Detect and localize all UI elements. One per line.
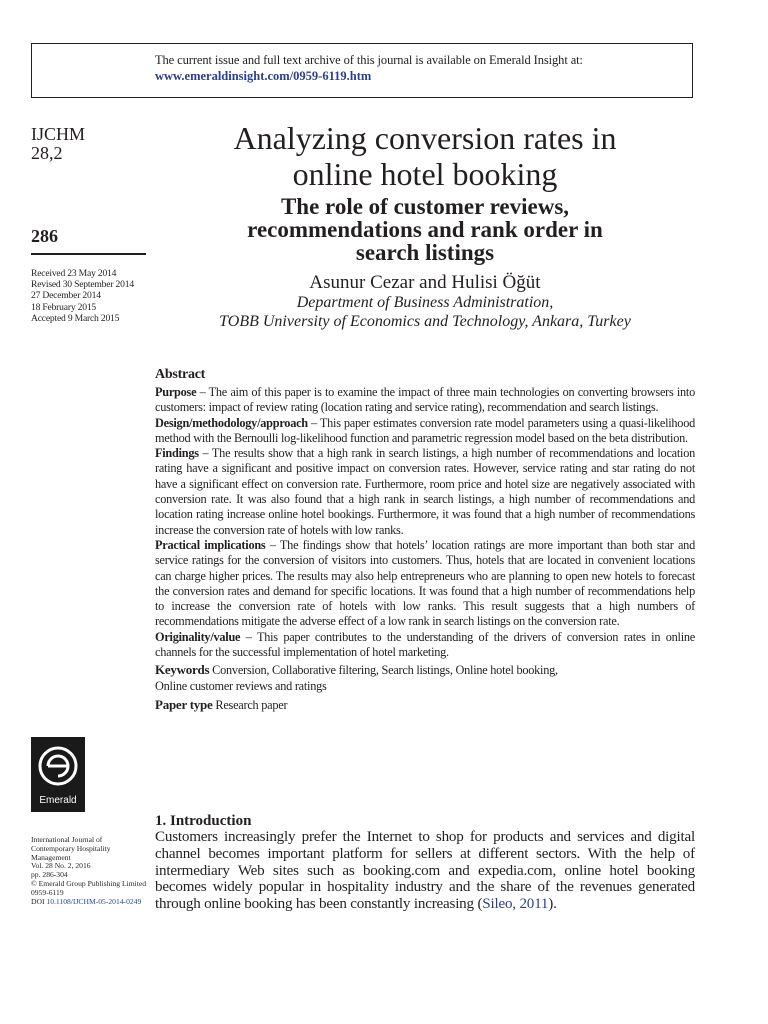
affiliation-line-2: TOBB University of Economics and Technology, Ankara, Turkey: [219, 313, 631, 330]
abstract-section: [155, 366, 695, 713]
abstract-originality: [155, 630, 695, 661]
subtitle-line-3: search listings: [355, 240, 495, 265]
keywords: [155, 662, 695, 694]
paper-type: [155, 697, 695, 713]
paper-type-value: Research paper: [215, 697, 288, 712]
introduction-text: Customers increasingly prefer the Internet to shop for products and services and digital channel becomes important platform for sellers at different sectors. With the help of intermediary Web sites such as booking.com and expedia.com, online hotel booking becomes widely popular in hospitality industry and the share of the revenues generated through online booking has been constantly increasing (: [155, 829, 695, 913]
design-label: Design/methodology/approach: [155, 415, 308, 430]
doi-label: DOI: [31, 896, 45, 906]
history-revised-2: 27 December 2014: [31, 290, 101, 302]
originality-label: Originality/value: [155, 629, 241, 644]
history-accepted: Accepted 9 March 2015: [31, 312, 120, 324]
meta-volume: Vol. 28 No. 2, 2016: [31, 861, 91, 871]
journal-availability-banner: [31, 43, 693, 98]
citation-link[interactable]: Sileo, 2011: [482, 896, 549, 913]
practical-label: Practical implications: [155, 537, 266, 552]
abstract-practical: [155, 538, 695, 630]
keywords-line-2: Online customer reviews and ratings: [155, 678, 327, 693]
article-subtitle: [155, 195, 695, 264]
meta-pages: pp. 286-304: [31, 870, 68, 880]
findings-label: Findings: [155, 446, 199, 461]
subtitle-line-1: The role of customer reviews,: [280, 194, 570, 219]
journal-volume: 28,2: [31, 143, 63, 163]
meta-doi: [31, 898, 149, 907]
title-line-2: online hotel booking: [292, 156, 558, 192]
journal-url-link[interactable]: www.emeraldinsight.com/0959-6119.htm: [155, 69, 372, 83]
doi-link[interactable]: 10.1108/IJCHM-05-2014-0249: [46, 896, 142, 906]
history-received: Received 23 May 2014: [31, 268, 117, 279]
meta-journal-line-2: Contemporary Hospitality: [31, 843, 111, 853]
meta-issn: 0959-6119: [31, 887, 64, 897]
meta-journal-line-1: International Journal of: [31, 835, 103, 844]
history-revised-3: 18 February 2015: [31, 301, 97, 313]
journal-metadata: [31, 836, 149, 906]
purpose-label: Purpose: [155, 385, 197, 399]
findings-text: – The results show that a high rank in search listings, a high number of recommendations and location rating have a significant and positive impact on conversion rates. However, service rating and star rating do not have a significant effect on conversion rate. Furthermore, room price and hotel size are negatively associated with conversion rate. It was also found that a high rank in search listings, a high number of recommendations and location rating increase online hotel bookings. Furthermore, it was found that a high number of recommendations increase the conversion rate of hotels with low ranks.: [155, 446, 695, 537]
abstract-heading: Abstract: [155, 367, 206, 382]
page-number: 286: [31, 226, 58, 246]
meta-publisher: © Emerald Group Publishing Limited: [31, 878, 147, 888]
paper-type-label: Paper type: [155, 696, 213, 712]
introduction-paragraph: [155, 829, 695, 913]
title-line-1: Analyzing conversion rates in: [233, 120, 617, 156]
subtitle-line-2: recommendations and rank order in: [247, 217, 603, 242]
affiliation-line-1: Department of Business Administration,: [296, 294, 554, 311]
abstract-findings: [155, 446, 695, 538]
keywords-label: Keywords: [155, 662, 210, 678]
abstract-purpose: [155, 385, 695, 416]
abstract-design: [155, 416, 695, 447]
emerald-logo-label: Emerald: [39, 795, 77, 806]
emerald-logo: [31, 737, 85, 812]
practical-text: – The findings show that hotels’ location ratings are more important than both star and service ratings for the conversion of visitors into customers. Thus, hotels that are located in convenient locations can charge higher prices. The results may also help entrepreneurs who are planning to open new hotels to forecast the conversion rates and demand for specific locations. It was found that a high number of recommendations help to increase the conversion rate of hotels with low ranks. This result suggests that a high numbers of recommendations mitigate the adverse effect of a low rank in search listings on the conversion rate.: [155, 537, 695, 629]
originality-text: – This paper contributes to the understanding of the drivers of conversion rates in online channels for the successful implementation of hotel marketing.: [155, 629, 695, 660]
article-authors: Asunur Cezar and Hulisi Öğüt: [309, 272, 541, 293]
history-revised: Revised 30 September 2014: [31, 279, 134, 291]
introduction-heading: 1. Introduction: [155, 813, 252, 829]
meta-journal-line-3: Management: [31, 852, 71, 862]
introduction-text-end: ).: [548, 896, 557, 913]
submission-history: [31, 268, 134, 324]
journal-abbreviation: IJCHM: [31, 124, 86, 144]
design-text: – This paper estimates conversion rate model parameters using a quasi-likelihood method with the Bernoulli log-likelihood function and parametric regression model based on the beta distribution.: [155, 415, 695, 445]
banner-text: The current issue and full text archive of this journal is available on Emerald Insight at:: [155, 53, 583, 67]
emerald-e-icon: [31, 737, 85, 795]
purpose-text: – The aim of this paper is to examine the impact of three main technologies on converting browsers into customers: impact of review rating (location rating and service rating), recommendation and search listings.: [155, 385, 695, 415]
sidebar-divider: [31, 253, 146, 255]
article-title: [155, 120, 695, 192]
keywords-line-1: Conversion, Collaborative filtering, Search listings, Online hotel booking,: [212, 663, 558, 678]
